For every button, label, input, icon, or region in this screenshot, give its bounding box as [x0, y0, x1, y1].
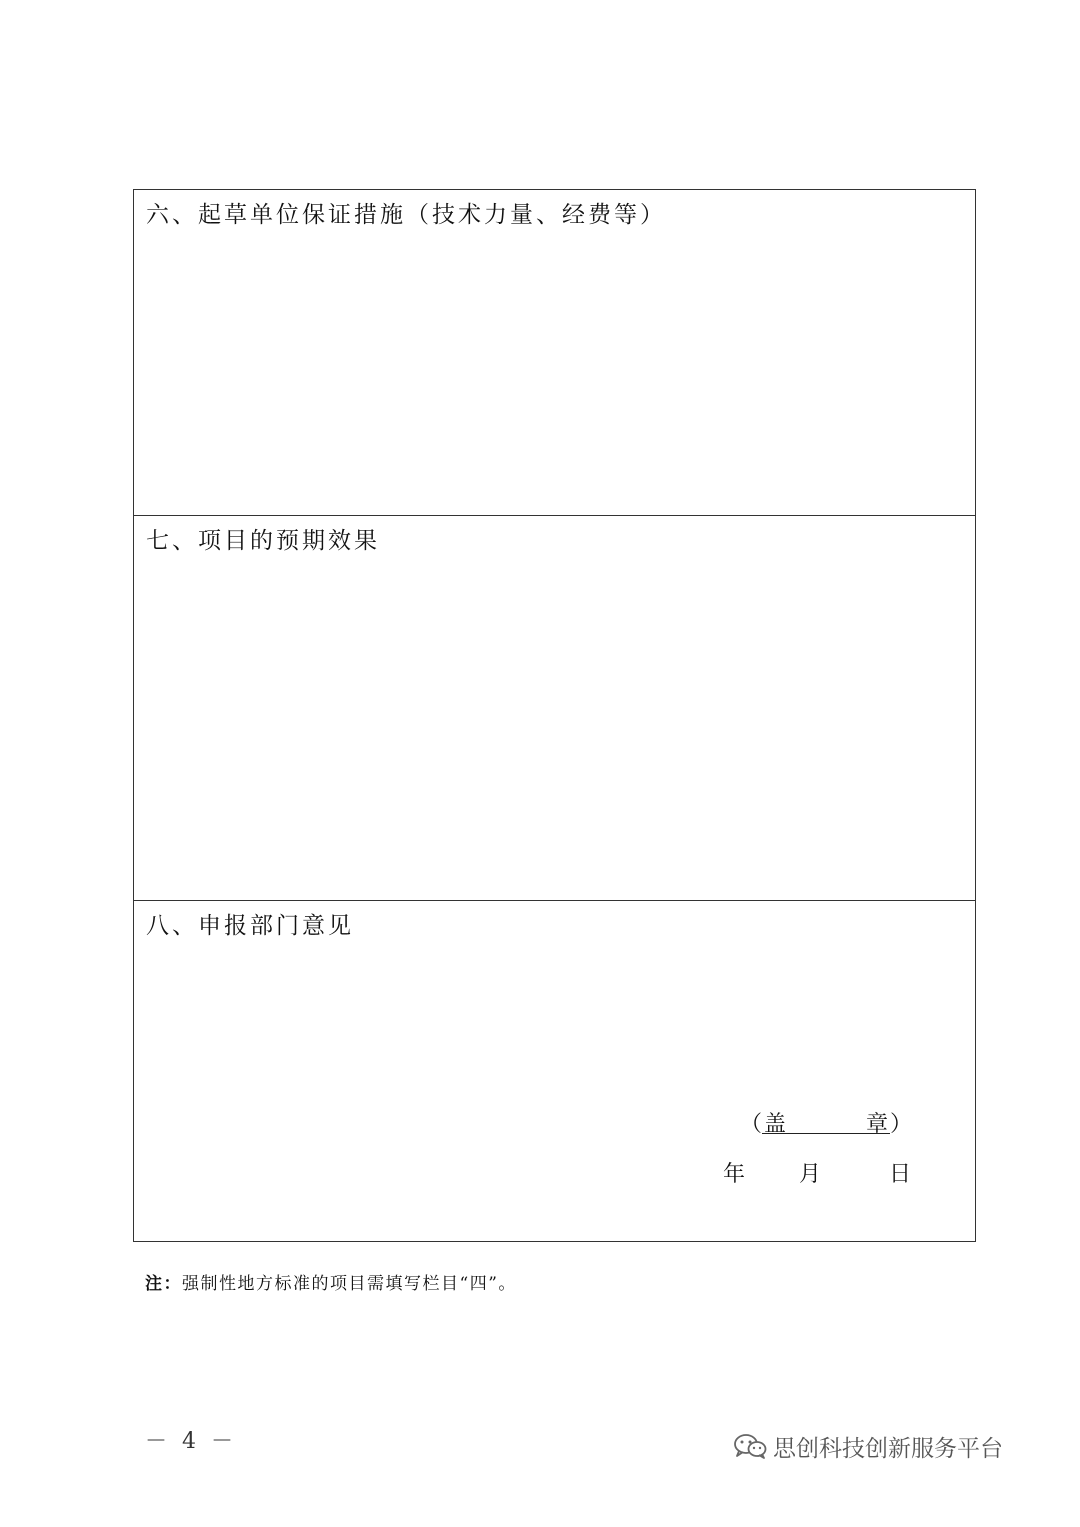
footnote-label: 注： — [145, 1274, 182, 1294]
date-month-label: 月 — [799, 1162, 822, 1187]
seal-close-paren: ） — [890, 1112, 913, 1137]
section-title: 六、起草单位保证措施（技术力量、经费等） — [146, 202, 666, 228]
watermark — [733, 1432, 1003, 1460]
page-number: － 4 － — [145, 1429, 237, 1454]
date-day-label: 日 — [889, 1162, 912, 1187]
footnote — [145, 1269, 517, 1294]
section-department-opinion — [134, 900, 975, 1243]
form-table — [133, 189, 976, 1242]
seal-char-gai: 盖 — [764, 1112, 787, 1137]
footnote-text: 强制性地方标准的项目需填写栏目“四”。 — [182, 1274, 517, 1294]
seal-open-paren: （ — [740, 1112, 763, 1137]
section-title: 七、项目的预期效果 — [146, 528, 380, 554]
date-year-label: 年 — [723, 1162, 746, 1187]
wechat-icon — [733, 1433, 767, 1459]
date-row — [723, 1157, 913, 1185]
section-title: 八、申报部门意见 — [146, 913, 354, 939]
seal-underline — [762, 1107, 890, 1137]
watermark-text: 思创科技创新服务平台 — [773, 1435, 1003, 1462]
seal-placeholder — [740, 1107, 912, 1138]
section-expected-effect — [134, 515, 975, 900]
seal-char-zhang: 章 — [866, 1112, 889, 1137]
section-drafting-guarantee — [134, 190, 975, 515]
